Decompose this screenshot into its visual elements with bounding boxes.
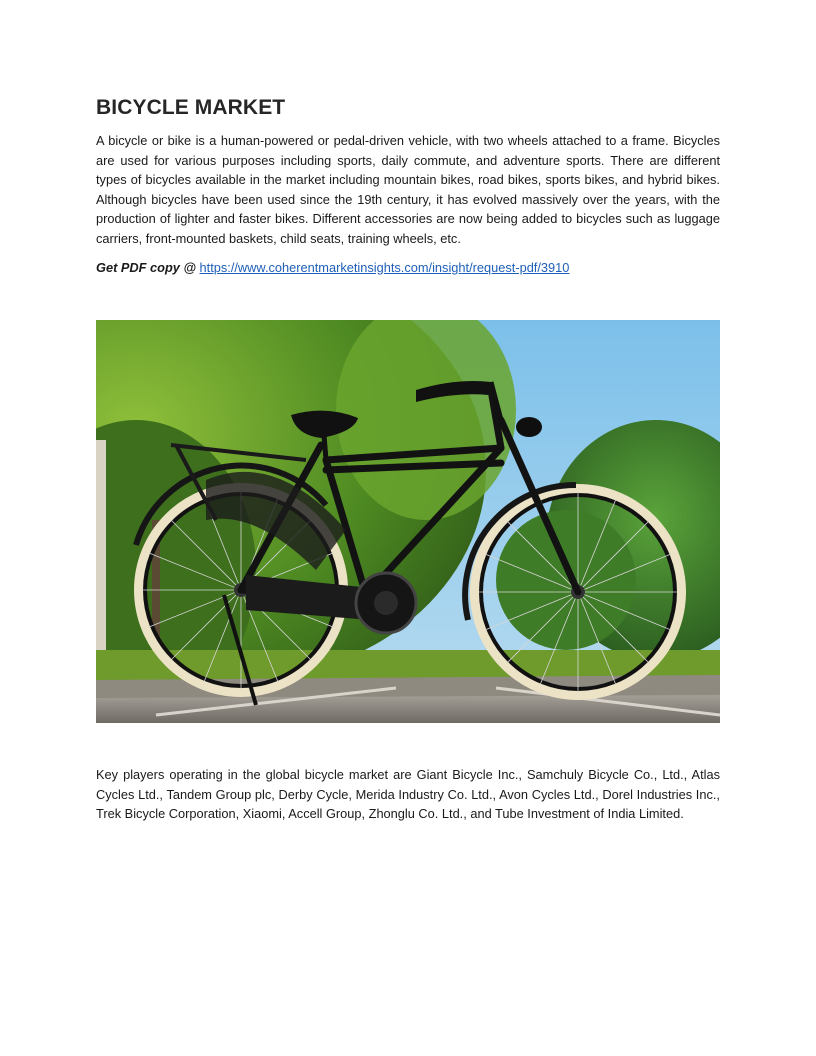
bicycle-photo-image (96, 320, 720, 723)
pdf-copy-label: Get PDF copy @ (96, 259, 196, 275)
document-page (96, 94, 720, 277)
bicycle-photo (96, 320, 720, 723)
page-title: BICYCLE MARKET (96, 96, 286, 119)
pdf-copy-line (96, 258, 720, 277)
key-players-paragraph: Key players operating in the global bicycle market are Giant Bicycle Inc., Samchuly Bicycle Co., Ltd., Atlas Cycles Ltd., Tandem Group plc, Derby Cycle, Merida Industry Co. Ltd., Avon Cycles Ltd., Dorel Industries Inc., Trek Bicycle Corporation, Xiaomi, Accell Group, Zhonglu Co. Ltd., and Tube Investment of India Limited. (96, 767, 720, 822)
intro-paragraph: A bicycle or bike is a human-powered or pedal-driven vehicle, with two wheels attached to a frame. Bicycles are used for various purposes including sports, daily commute, and adventure sports. There are different types of bicycles available in the market including mountain bikes, road bikes, sports bikes, and hybrid bikes. Although bicycles have been used since the 19th century, it has evolved massively over the years, with the production of lighter and faster bikes. Different accessories are now being added to bicycles such as luggage carriers, front-mounted baskets, child seats, training wheels, etc. (96, 133, 720, 246)
pdf-request-link[interactable]: https://www.coherentmarketinsights.com/insight/request-pdf/3910 (199, 259, 570, 275)
